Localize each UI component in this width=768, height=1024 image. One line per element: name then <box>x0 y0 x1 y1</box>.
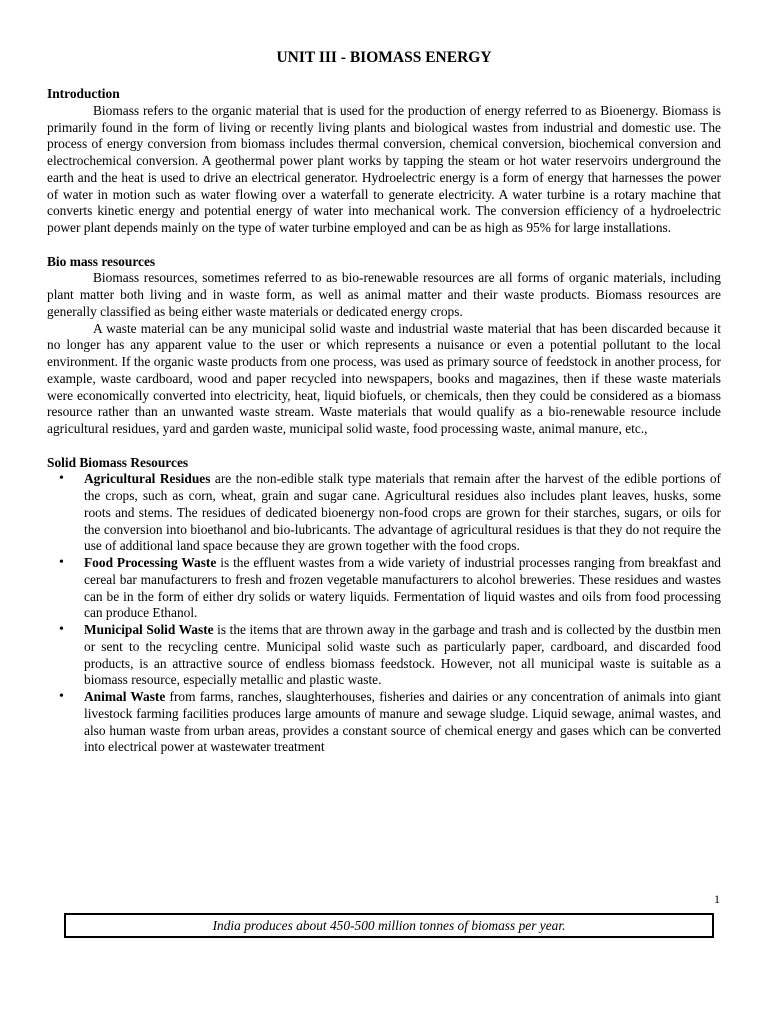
introduction-paragraph: Biomass refers to the organic material that is used for the production of energy referred to as Bioenergy. Biomass is primarily found in the form of living or recently living plants and biological wastes from industrial and domestic use. The process of energy conversion from biomass includes thermal conversion, chemical conversion, biochemical conversion and electrochemical conversion. A geothermal power plant works by tapping the steam or hot water reservoirs underground the earth and the heat is used to drive an electrical generator. Hydroelectric energy is a form of energy that harnesses the power of water in motion such as water flowing over a waterfall to generate electricity. A water turbine is a rotary machine that converts kinetic energy and potential energy of water into mechanical work. The conversion efficiency of a hydroelectric power plant depends mainly on the type of water turbine employed and can be as high as 95% for large installations. <box>47 102 721 235</box>
bullet-term: Food Processing Waste <box>84 555 217 570</box>
bullet-icon: • <box>59 689 64 704</box>
page-title: UNIT III - BIOMASS ENERGY <box>276 49 492 66</box>
bullet-text: is the items that are thrown away in the garbage and trash and is collected by the dustbin men or sent to the recycling centre. Municipal solid waste such as particularly paper, cardboard, and discarded food products, is an attractive source of endless biomass feedstock. However, not all municipal waste is suitable as a biomass resource, especially metallic and plastic waste. <box>84 622 721 688</box>
page-number: 1 <box>714 892 720 906</box>
bullet-term: Animal Waste <box>84 689 166 704</box>
biomass-resources-heading: Bio mass resources <box>47 253 156 269</box>
list-item <box>47 555 721 622</box>
biomass-resources-paragraph-2: A waste material can be any municipal solid waste and industrial waste material that has been discarded because it no longer has any apparent value to the user or which represents a nuisance or even a potential pollutant to the local environment. If the organic waste products from one process, was used as primary source of feedstock in another process, for example, waste cardboard, wood and paper recycled into newspapers, books and magazines, then if these waste materials were economically converted into electricity, heat, liquid biofuels, or chemicals, then they could be considered as a biomass resource rather than an unwanted waste stream. Waste materials that would qualify as a bio-renewable resource include agricultural residues, yard and garden waste, municipal solid waste, food processing waste, animal manure, etc., <box>47 320 721 436</box>
spacer <box>47 438 721 455</box>
footer-note-box <box>64 913 714 938</box>
solid-biomass-heading: Solid Biomass Resources <box>47 454 189 470</box>
bullet-term: Municipal Solid Waste <box>84 622 214 637</box>
bullet-term: Agricultural Residues <box>84 471 211 487</box>
bullet-text: from farms, ranches, slaughterhouses, fisheries and dairies or any concentration of animals into giant livestock farming facilities produces large amounts of manure and sewage sludge. Liquid sewage, animal wastes, and also human waste from urban areas, provides a constant source of chemical energy and gases which can be converted into electrical power at wastewater treatment <box>84 689 721 755</box>
bullet-icon: • <box>59 471 64 487</box>
solid-biomass-list <box>47 471 721 756</box>
bullet-text: are the non-edible stalk type materials that remain after the harvest of the edible portions of the crops, such as corn, wheat, grain and sugar cane. Agricultural residues also includes plant leaves, husks, some roots and stems. The residues of dedicated bioenergy non-food crops are grown for their starches, sugars, or oils for the conversion into bioethanol and bio-lubricants. The advantage of agricultural residues is that they do not require the use of additional land space because they are grown together with the food crops. <box>84 471 721 554</box>
footer-note: India produces about 450-500 million tonnes of biomass per year. <box>212 918 566 933</box>
list-item <box>47 622 721 689</box>
biomass-resources-paragraph-1: Biomass resources, sometimes referred to as bio-renewable resources are all forms of organic materials, including plant matter both living and in waste form, as well as animal matter and their waste products. Biomass resources are generally classified as being either waste materials or dedicated energy crops. <box>47 270 721 319</box>
bullet-icon: • <box>59 555 64 570</box>
spacer <box>47 237 721 254</box>
list-item <box>47 689 721 756</box>
list-item <box>47 471 721 555</box>
introduction-heading: Introduction <box>47 86 120 101</box>
bullet-icon: • <box>59 622 64 637</box>
bullet-text: is the effluent wastes from a wide variety of industrial processes ranging from breakfast and cereal bar manufacturers to fresh and frozen vegetable manufacturers to alcohol breweries. These residues and wastes can be in the form of either dry solids or watery liquids. Fermentation of liquid wastes and oils from food processing can produce Ethanol. <box>84 555 722 621</box>
document-body <box>47 48 721 756</box>
